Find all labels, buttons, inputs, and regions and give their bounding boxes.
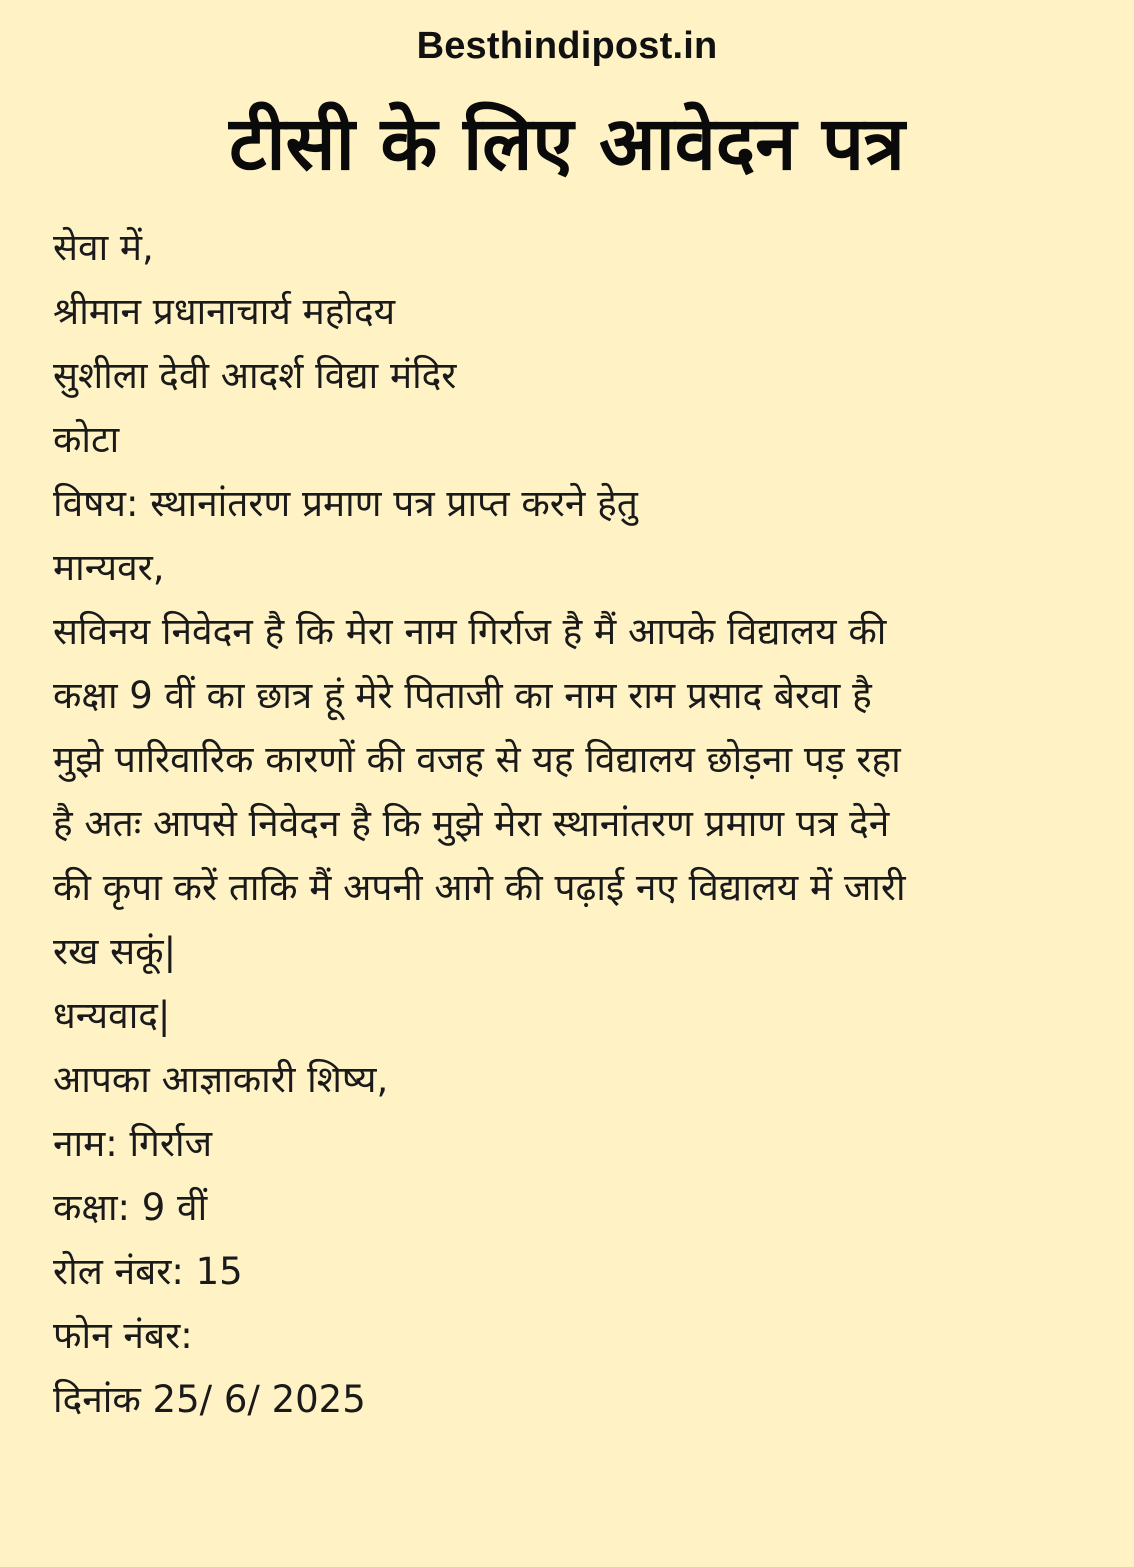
body-line-5: की कृपा करें ताकि मैं अपनी आगे की पढ़ाई नए विद्यालय में जारी	[53, 866, 906, 909]
subject-line: विषय: स्थानांतरण प्रमाण पत्र प्राप्त करने हेतु	[53, 482, 638, 525]
body-line-4: है अतः आपसे निवेदन है कि मुझे मेरा स्थानांतरण प्रमाण पत्र देने	[53, 802, 890, 845]
thanks-line: धन्यवाद|	[53, 994, 171, 1037]
student-class: कक्षा: 9 वीं	[53, 1186, 208, 1229]
body-line-3: मुझे पारिवारिक कारणों की वजह से यह विद्यालय छोड़ना पड़ रहा	[53, 738, 901, 781]
body-line-6: रख सकूं|	[53, 930, 177, 973]
phone-number: फोन नंबर:	[53, 1314, 193, 1357]
salutation-to: सेवा में,	[53, 226, 154, 269]
site-name: Besthindipost.in	[416, 25, 718, 67]
letter-date: दिनांक 25/ 6/ 2025	[53, 1378, 366, 1421]
body-line-1: सविनय निवेदन है कि मेरा नाम गिर्राज है मैं आपके विद्यालय की	[53, 610, 887, 653]
school-name: सुशीला देवी आदर्श विद्या मंदिर	[53, 354, 457, 397]
letter-content	[53, 216, 1093, 1432]
body-line-2: कक्षा 9 वीं का छात्र हूं मेरे पिताजी का नाम राम प्रसाद बेरवा है	[53, 674, 872, 717]
city: कोटा	[53, 418, 120, 461]
closing-line: आपका आज्ञाकारी शिष्य,	[53, 1058, 389, 1101]
greeting: मान्यवर,	[53, 546, 165, 589]
roll-number: रोल नंबर: 15	[53, 1250, 243, 1293]
student-name: नाम: गिर्राज	[53, 1122, 213, 1165]
recipient: श्रीमान प्रधानाचार्य महोदय	[53, 290, 396, 333]
page-title: टीसी के लिए आवेदन पत्र	[229, 101, 905, 187]
